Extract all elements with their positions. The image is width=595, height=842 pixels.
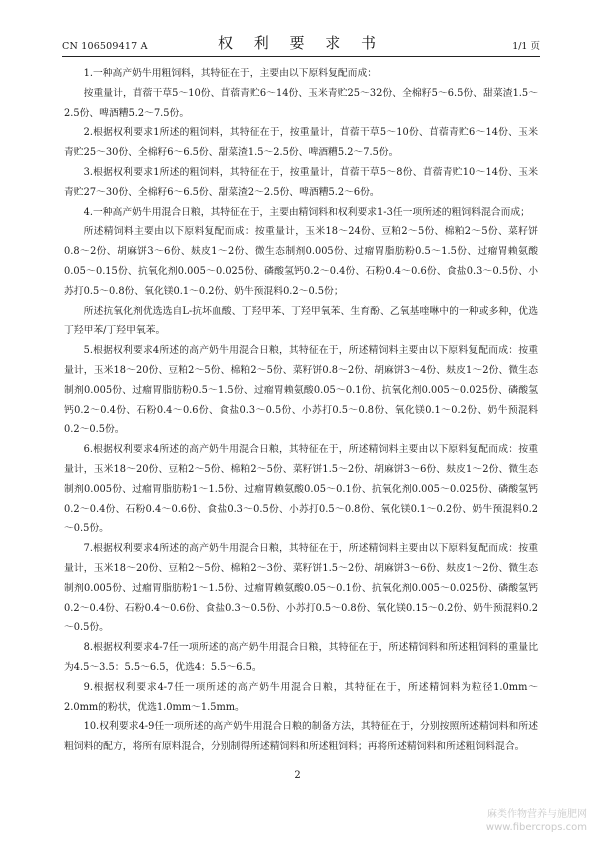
publication-number: CN 106509417 A — [62, 41, 148, 52]
watermark — [486, 808, 587, 834]
claim-paragraph: 5.根据权利要求4所述的高产奶牛用混合日粮，其特征在于，所述精饲料主要由以下原料复配而成：按重量计，玉米18～20份、豆粕2～5份、棉粕2～5份、菜籽饼0.8～2份、胡麻饼3～4份、麸皮1～2份、微生态制剂0.005份、过瘤胃脂肪粉0.5～1.5份、过瘤胃赖氨酸0.05～0.1份、抗氧化剂0.005～0.025份、磷酸氢钙0.2～0.4份、石粉0.4～0.6份、食盐0.3～0.5份、小苏打0.5～0.8份、氧化镁0.1～0.2份、奶牛预混料0.2～0.5份。 — [64, 345, 538, 436]
claim-paragraph: 2.根据权利要求1所述的粗饲料，其特征在于，按重量计，苜蓿干草5～10份、苜蓿青贮6～14份、玉米青贮25～30份、全棉籽6～6.5份、甜菜渣1.5～2.5份、啤酒糟5.2～7.5份。 — [64, 127, 538, 159]
page-header — [62, 30, 540, 56]
claim-paragraph: 6.根据权利要求4所述的高产奶牛用混合日粮，其特征在于，所述精饲料主要由以下原料复配而成：按重量计，玉米18～20份、豆粕2～5份、棉粕2～5份、菜籽饼1.5～2份、胡麻饼3～6份、麸皮1～2份、微生态制剂0.005份、过瘤胃脂肪粉1～1.5份、过瘤胃赖氨酸0.05～0.1份、抗氧化剂0.005～0.025份、磷酸氢钙0.2～0.4份、石粉0.4～0.6份、食盐0.3～0.5份、小苏打0.5～0.8份、氧化镁0.1～0.2份、奶牛预混料0.2～0.5份。 — [64, 444, 538, 535]
claim-paragraph: 4.一种高产奶牛用混合日粮，其特征在于，主要由精饲料和权利要求1-3任一项所述的粗饲料混合而成； — [83, 206, 530, 218]
watermark-site-name: 麻类作物营养与施肥网 — [487, 809, 587, 820]
claim-paragraph: 所述抗氧化剂优选选自L-抗坏血酸、丁羟甲苯、丁羟甲氧苯、生育酚、乙氧基喹啉中的一种或多种，优选丁羟甲苯/丁羟甲氧苯。 — [64, 305, 538, 337]
claim-paragraph: 10.权利要求4-9任一项所述的高产奶牛用混合日粮的制备方法，其特征在于，分别按照所述精饲料和所述粗饲料的配方，将所有原料混合，分别制得所述精饲料和所述粗饲料；再将所述精饲料和所述粗饲料混合。 — [64, 721, 538, 753]
claim-paragraph: 按重量计，苜蓿干草5～10份、苜蓿青贮6～14份、玉米青贮25～32份、全棉籽5～6.5份、甜菜渣1.5～2.5份、啤酒糟5.2～7.5份。 — [64, 87, 538, 119]
watermark-url: www.fibercrops.com — [485, 822, 587, 833]
claim-paragraph: 所述精饲料主要由以下原料复配而成：按重量计，玉米18～24份、豆粕2～5份、棉粕2～5份、菜籽饼0.8～2份、胡麻饼3～6份、麸皮1～2份、微生态制剂0.005份、过瘤胃脂肪粉0.5～1.5份、过瘤胃赖氨酸0.05～0.15份、抗氧化剂0.005～0.025份、磷酸氢钙0.2～0.4份、石粉0.4～0.6份、食盐0.3～0.5份、小苏打0.5～0.8份、氧化镁0.1～0.2份、奶牛预混料0.2～0.5份； — [64, 226, 538, 297]
claim-paragraph: 8.根据权利要求4-7任一项所述的高产奶牛用混合日粮，其特征在于，所述精饲料和所述粗饲料的重量比为4.5～3.5：5.5～6.5，优选4：5.5～6.5。 — [64, 642, 538, 673]
claim-paragraph: 7.根据权利要求4所述的高产奶牛用混合日粮，其特征在于，所述精饲料主要由以下原料复配而成：按重量计，玉米18～20份、豆粕2～5份、棉粕2～3份、菜籽饼1.5～2份、胡麻饼3～6份、麸皮1～2份、微生态制剂0.005份、过瘤胃脂肪粉1～1.5份、过瘤胃赖氨酸0.05～0.1份、抗氧化剂0.005～0.025份、磷酸氢钙0.2～0.4份、石粉0.4～0.6份、食盐0.3～0.5份、小苏打0.5～0.8份、氧化镁0.15～0.2份、奶牛预混料0.2～0.5份。 — [64, 543, 538, 634]
claim-paragraph: 1.一种高产奶牛用粗饲料，其特征在于，主要由以下原料复配而成： — [83, 68, 378, 79]
claim-paragraph: 9.根据权利要求4-7任一项所述的高产奶牛用混合日粮，其特征在于，所述精饲料为粒径1.0mm～2.0mm的粉状，优选1.0mm～1.5mm。 — [64, 681, 538, 713]
page-indicator: 1/1 页 — [512, 41, 540, 52]
header-rule — [62, 56, 540, 57]
claims-body — [64, 64, 538, 757]
document-title: 权 利 要 求 书 — [217, 34, 385, 52]
page-number: 2 — [294, 770, 301, 781]
claim-paragraph: 3.根据权利要求1所述的粗饲料，其特征在于，按重量计，苜蓿干草5～8份、苜蓿青贮10～14份、玉米青贮27～30份、全棉籽6～6.5份、甜菜渣2～2.5份、啤酒糟5.2～6份。 — [64, 166, 538, 198]
